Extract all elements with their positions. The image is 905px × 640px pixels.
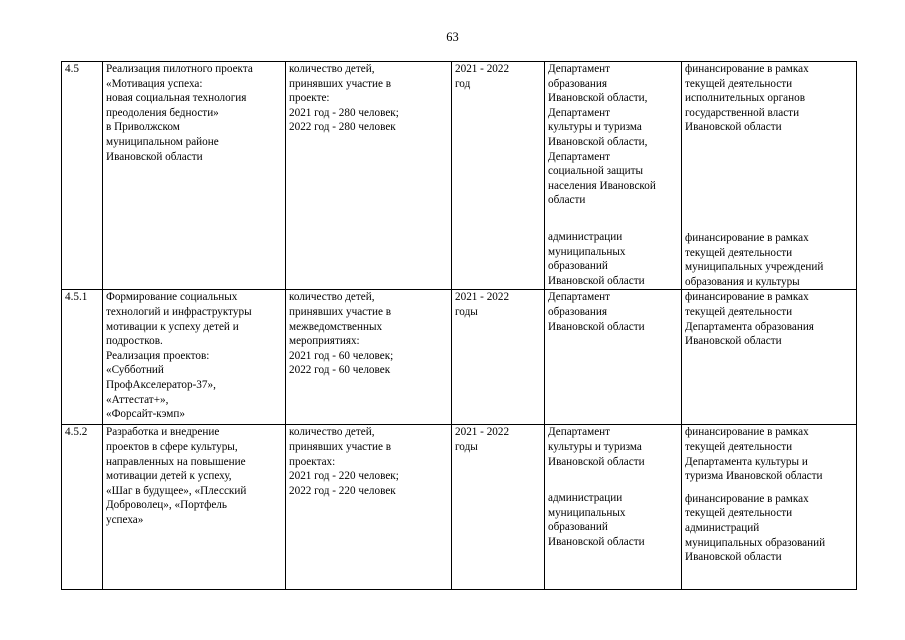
period: 2021 - 2022 годы — [452, 290, 545, 425]
indicator: количество детей, принявших участие в проекте: 2021 год - 280 человек; 2022 год - 280 человек — [286, 62, 452, 290]
financing-secondary: финансирование в рамках текущей деятельности муниципальных учреждений образования и культуры — [685, 231, 824, 288]
financing-primary: финансирование в рамках текущей деятельности Департамента культуры и туризма Ивановской области — [685, 426, 823, 483]
financing — [682, 290, 857, 425]
executors — [545, 62, 682, 290]
financing — [682, 425, 857, 590]
measure-name: Разработка и внедрение проектов в сфере культуры, направленных на повышение мотивации детей к успеху, «Шаг в будущее», «Плесский Доброволец», «Портфель успеха» — [103, 425, 286, 590]
row-number: 4.5.1 — [62, 290, 103, 425]
financing-primary: финансирование в рамках текущей деятельности Департамента образования Ивановской области — [685, 291, 814, 348]
executor-primary: Департамент образования Ивановской области — [548, 291, 645, 333]
executor-secondary: администрации муниципальных образований Ивановской области — [548, 230, 645, 287]
table-row — [62, 425, 857, 590]
executor-primary: Департамент культуры и туризма Ивановской области — [548, 426, 645, 468]
measure-name: Формирование социальных технологий и инфраструктуры мотивации к успеху детей и подростков. Реализация проектов: «Субботний ПрофАкселератор-37», «Аттестат+», «Форсайт-кэмп» — [103, 290, 286, 425]
row-number: 4.5 — [62, 62, 103, 290]
executors — [545, 425, 682, 590]
executor-primary: Департамент образования Ивановской области, Департамент культуры и туризма Ивановской области, Департамент социальной защиты населения Ивановской области — [548, 63, 656, 207]
table-row — [62, 62, 857, 290]
row-number: 4.5.2 — [62, 425, 103, 590]
financing — [682, 62, 857, 290]
period: 2021 - 2022 годы — [452, 425, 545, 590]
measures-table — [61, 61, 857, 590]
executor-secondary: администрации муниципальных образований Ивановской области — [548, 492, 645, 548]
measure-name: Реализация пилотного проекта «Мотивация успеха: новая социальная технология преодоления бедности» в Приволжском муниципальном районе Ивановской области — [103, 62, 286, 290]
financing-primary: финансирование в рамках текущей деятельности исполнительных органов государственной власти Ивановской области — [685, 63, 809, 134]
indicator: количество детей, принявших участие в проектах: 2021 год - 220 человек; 2022 год - 220 человек — [286, 425, 452, 590]
period: 2021 - 2022 год — [452, 62, 545, 290]
table-row — [62, 290, 857, 425]
page-number: 63 — [446, 30, 459, 44]
financing-secondary: финансирование в рамках текущей деятельности администраций муниципальных образований Ивановской области — [685, 492, 826, 564]
indicator: количество детей, принявших участие в межведомственных мероприятиях: 2021 год - 60 человек; 2022 год - 60 человек — [286, 290, 452, 425]
executors — [545, 290, 682, 425]
